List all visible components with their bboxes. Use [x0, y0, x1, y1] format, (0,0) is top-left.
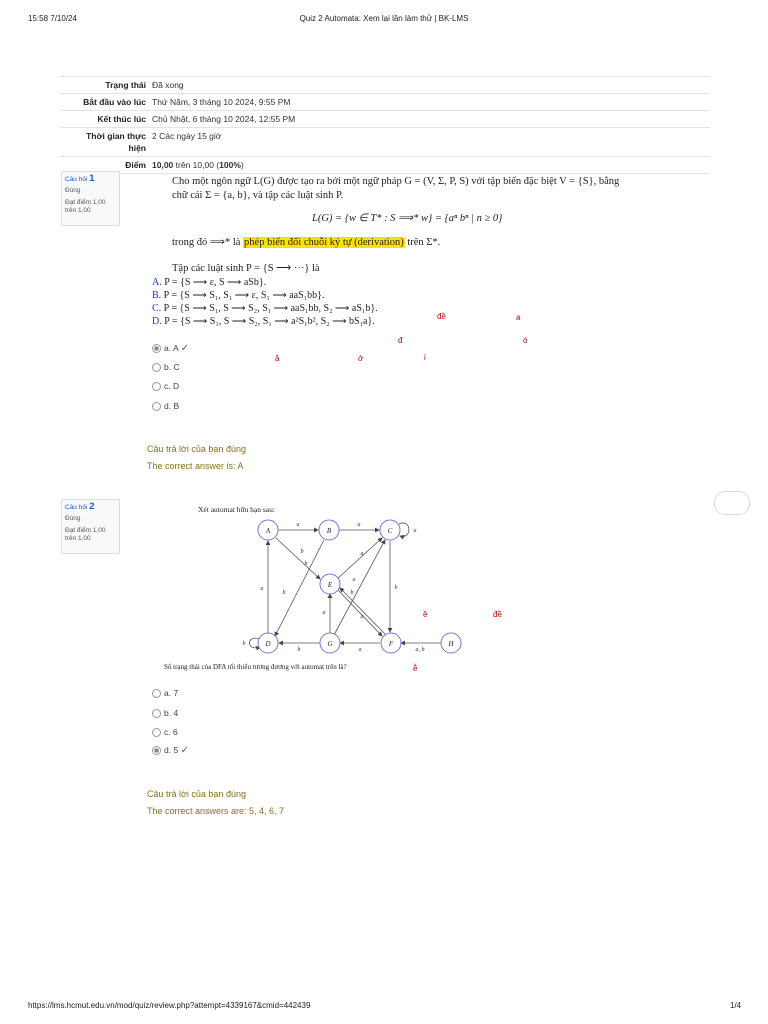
state-label-d: D [265, 640, 271, 648]
stray-char: ễ [413, 664, 418, 673]
answer-value: A [173, 343, 179, 353]
q2-feedback: Câu trả lời của bạn đúng [147, 789, 246, 799]
q2-correct-answers: The correct answers are: 5, 4, 6, 7 [147, 806, 285, 816]
edge-g-c [334, 540, 385, 635]
question-mark-line1: Đạt điểm 1,00 [65, 199, 106, 206]
question-status: Đúng [65, 515, 81, 522]
stray-char: đ [398, 336, 403, 345]
radio-button[interactable] [152, 709, 161, 718]
edge-label: b [304, 561, 308, 567]
stray-char: ó [523, 336, 528, 345]
print-title: Quiz 2 Automata: Xem lại lần làm thử | BK-LMS [299, 14, 469, 23]
radio-button[interactable] [152, 363, 161, 372]
option-letter: D. [152, 316, 162, 327]
answer-key: c. [164, 727, 171, 737]
edge-label: a [352, 577, 356, 583]
answer-key: d. [164, 401, 172, 411]
summary-label-line1: Thời gian thực [86, 131, 146, 141]
q1-feedback: Câu trả lời của bạn đúng [147, 444, 246, 454]
question-mark-line2: trên 1,00 [65, 207, 91, 214]
question-status: Đúng [65, 187, 81, 194]
grade-out-of: trên 10,00 ( [175, 160, 220, 170]
summary-value: Đã xong [152, 80, 184, 90]
side-drawer-toggle[interactable] [714, 491, 750, 515]
grade-percent: 100% [219, 160, 241, 170]
answer-key: a. [164, 688, 172, 698]
option-letter: C. [152, 303, 162, 314]
print-url[interactable]: https://lms.hcmut.edu.vn/mod/quiz/review.php?attempt=4339167&cmid=442439 [28, 1001, 311, 1010]
summary-label: Điểm [125, 160, 146, 170]
edge-e-f [337, 589, 382, 636]
question-prefix: Câu hỏi [65, 176, 88, 183]
question-mark-line2: trên 1,00 [65, 535, 91, 542]
option-letter: B. [152, 290, 162, 301]
summary-label: Kết thúc lúc [97, 114, 146, 124]
stray-char: ớ [358, 354, 364, 363]
print-page-number: 1/4 [730, 1001, 742, 1010]
print-datetime: 15:58 7/10/24 [28, 14, 77, 23]
q2-answer-a[interactable] [152, 688, 178, 698]
answer-key: b. [164, 362, 172, 372]
edge-label: a [413, 528, 417, 534]
edge-label: b [300, 549, 304, 555]
q1-formula: L(G) = {w ∈ T* : S ⟹* w} = {aⁿ bⁿ | n ≥ 0} [312, 213, 503, 224]
edge-label: a [357, 522, 361, 528]
state-label-e: E [327, 581, 333, 589]
summary-label [60, 130, 152, 154]
q1-option-d [152, 316, 375, 327]
edge-label: a [322, 610, 326, 616]
state-label-b: B [326, 527, 332, 535]
state-label-c: C [387, 527, 393, 535]
check-icon: ✓ [180, 343, 189, 354]
q1-answer-c[interactable] [152, 381, 179, 391]
question-info-box [61, 499, 120, 554]
radio-button[interactable] [152, 689, 161, 698]
stray-char: i [424, 353, 426, 362]
stray-char: ề [423, 610, 428, 619]
stray-char: đề [493, 610, 502, 619]
answer-value: B [173, 401, 180, 411]
edge-b-d [275, 540, 324, 636]
answer-key: b. [164, 708, 172, 718]
edge-label: a [360, 614, 364, 620]
q2-intro: Xét automat hữu hạn sau: [198, 505, 275, 514]
radio-button[interactable] [152, 382, 161, 391]
q1-answer-b[interactable] [152, 362, 180, 372]
question-index: 1 [89, 173, 95, 184]
edge-label: a, b [415, 647, 425, 653]
edge-label: b [350, 590, 354, 596]
summary-value: Chủ Nhật, 6 tháng 10 2024, 12:55 PM [152, 114, 296, 124]
answer-key: d. [164, 745, 172, 755]
q1-option-c [152, 303, 378, 314]
answer-value: 5 [173, 745, 179, 755]
stray-char: đề [437, 312, 446, 321]
summary-label: Trạng thái [105, 80, 146, 90]
answer-value: 6 [173, 727, 178, 737]
question-number [65, 503, 119, 512]
q2-answer-c[interactable] [152, 727, 178, 737]
q1-text-line2: chữ cái Σ = {a, b}, và tập các luật sinh P. [172, 190, 344, 201]
summary-row-state [60, 76, 710, 93]
edge-label: a [358, 647, 362, 653]
answer-value: D [173, 381, 180, 391]
q1-option-b [152, 290, 324, 301]
automaton-diagram [230, 510, 470, 660]
option-text: P = {S ⟶ S₁, S ⟶ S₂, S₁ ⟶ a²S₁b², S₂ ⟶ bS₁a}. [164, 316, 375, 327]
option-letter: A. [152, 277, 162, 288]
q2-question: Số trạng thái của DFA tối thiểu tương đương với automat trên là? [164, 663, 347, 671]
radio-button[interactable] [152, 728, 161, 737]
radio-button[interactable] [152, 402, 161, 411]
check-icon: ✓ [180, 745, 189, 756]
q1-answer-a[interactable] [152, 343, 189, 354]
edge-label: b [297, 647, 301, 653]
answer-key: a. [164, 343, 172, 353]
edge-label: b [394, 585, 398, 591]
radio-button[interactable] [152, 746, 161, 755]
question-index: 2 [89, 501, 95, 512]
summary-value [152, 159, 710, 171]
option-text: P = {S ⟶ S₁, S ⟶ S₂, S₁ ⟶ aaS₁bb, S₂ ⟶ aS₁b}. [163, 303, 378, 314]
summary-label: Bắt đầu vào lúc [83, 97, 146, 107]
summary-row-completed [60, 110, 710, 127]
edge-label: b [242, 641, 246, 647]
state-label-h: H [448, 640, 454, 648]
summary-label-line2: hiện [128, 143, 146, 153]
stray-char: a [516, 313, 521, 322]
q1-text-line3 [172, 236, 440, 248]
radio-button[interactable] [152, 344, 161, 353]
answer-key: c. [164, 381, 171, 391]
option-text: P = {S ⟶ S₁, S₁ ⟶ ε, S₁ ⟶ aaS₁bb}. [163, 290, 325, 301]
q1-line3-start: trong đó ⟹* là [172, 237, 241, 248]
q1-line3-end: trên Σ*. [407, 237, 441, 248]
attempt-summary-table [60, 76, 710, 174]
edge-label: a [360, 551, 364, 557]
q1-highlighted-text: phép biến đổi chuỗi ký tự (derivation) [244, 237, 404, 248]
q1-answer-d[interactable] [152, 401, 179, 411]
q1-text-line1: Cho một ngôn ngữ L(G) được tạo ra bởi một ngữ pháp G = (V, Σ, P, S) với tập biến đặc biệt V = {S}, bằng [172, 176, 620, 187]
edge-a-e [276, 538, 320, 579]
question-number [65, 175, 119, 184]
edge-label: a [296, 522, 300, 528]
state-label-a: A [265, 527, 271, 535]
summary-row-started [60, 93, 710, 110]
summary-row-grade [60, 156, 710, 174]
edge-label: b [282, 590, 286, 596]
q2-answer-b[interactable] [152, 708, 178, 718]
question-prefix: Câu hỏi [65, 504, 88, 511]
question-mark-line1: Đạt điểm 1,00 [65, 527, 106, 534]
stray-char: â [275, 354, 280, 363]
question-info-box [61, 171, 120, 226]
q1-option-a [152, 277, 266, 288]
grade-end: ) [240, 160, 244, 170]
q1-text-line4: Tập các luật sinh P = {S ⟶ ···} là [172, 263, 320, 274]
q2-answer-d[interactable] [152, 745, 189, 756]
state-label-g: G [327, 640, 333, 648]
q1-correct-answer: The correct answer is: A [147, 461, 244, 471]
summary-row-duration [60, 127, 710, 156]
answer-value: 4 [173, 708, 179, 718]
option-text: P = {S ⟶ ε, S ⟶ aSb}. [164, 277, 267, 288]
summary-value: Thứ Năm, 3 tháng 10 2024, 9:55 PM [152, 97, 291, 107]
answer-value: C [173, 362, 180, 372]
summary-value: 2 Các ngày 15 giờ [152, 131, 222, 141]
state-label-f: F [388, 640, 394, 648]
grade-score: 10,00 [152, 160, 174, 170]
edge-label: a [260, 586, 264, 592]
answer-value: 7 [173, 688, 179, 698]
